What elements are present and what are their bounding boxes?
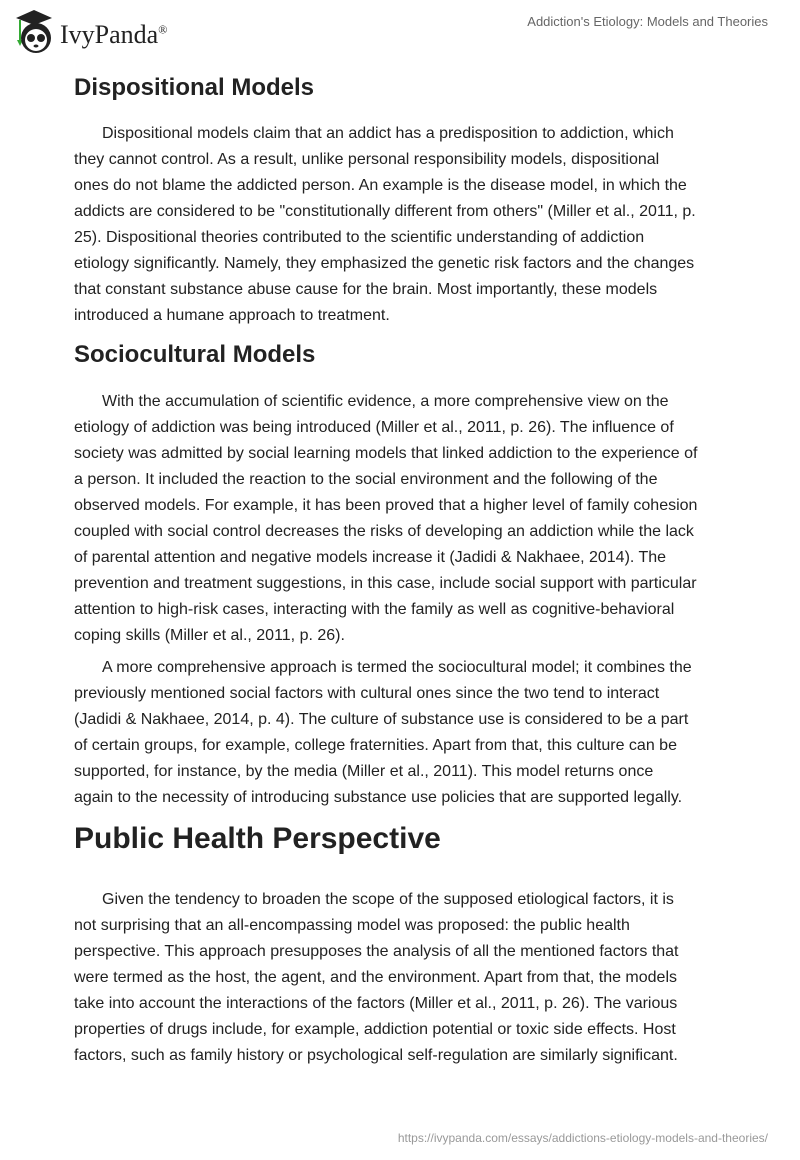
logo[interactable] [12, 8, 167, 56]
text-line: A more comprehensive approach is termed the sociocultural model; it combines the [102, 659, 692, 676]
text-line: previously mentioned social factors with cultural ones since the two tend to interact [74, 685, 660, 702]
section-heading: Dispositional Models [74, 74, 315, 101]
text-line: not surprising that an all-encompassing model was proposed: the public health [74, 917, 630, 934]
text-line: supported, for instance, by the media (Miller et al., 2011). This model returns once [74, 763, 654, 780]
text-line: society was admitted by social learning models that linked addiction to the experience of [74, 445, 698, 462]
paragraph [74, 887, 679, 1069]
panda-logo-icon [12, 8, 56, 56]
text-line: again to the necessity of introducing substance use policies that are supported legally. [74, 789, 683, 806]
text-line: attention to high-risk cases, interacting with the family as well as cognitive-behavioral [74, 601, 675, 618]
text-line: Given the tendency to broaden the scope of the supposed etiological factors, it is [102, 891, 674, 908]
text-line: a person. It included the reaction to the social environment and the following of the [74, 471, 658, 488]
text-line: coping skills (Miller et al., 2011, p. 26). [74, 627, 345, 644]
text-line: of certain groups, for example, college fraternities. Apart from that, this culture can be [74, 737, 677, 754]
text-line: addicts are considered to be "constitutionally different from others" (Miller et al., 2011, p. [74, 203, 696, 220]
paragraph [74, 389, 697, 649]
text-line: etiology of addiction was being introduced (Miller et al., 2011, p. 26). The influence of [74, 419, 674, 436]
text-line: ones do not blame the addicted person. An example is the disease model, in which the [74, 177, 687, 194]
text-line: With the accumulation of scientific evidence, a more comprehensive view on the [102, 393, 669, 410]
text-line: perspective. This approach presupposes the analysis of all the mentioned factors that [74, 943, 679, 960]
document-title: Addiction's Etiology: Models and Theories [527, 14, 768, 29]
text-line: introduced a humane approach to treatment. [74, 307, 390, 324]
text-line: factors, such as family history or psychological self-regulation are similarly significant. [74, 1047, 678, 1064]
text-line: were termed as the host, the agent, and the environment. Apart from that, the models [74, 969, 678, 986]
text-line: that constant substance abuse cause for the brain. Most importantly, these models [74, 281, 658, 298]
section-heading: Public Health Perspective [74, 822, 441, 855]
text-line: (Jadidi & Nakhaee, 2014, p. 4). The culture of substance use is considered to be a part [74, 711, 689, 728]
paragraph [74, 655, 692, 811]
text-line: 25). Dispositional theories contributed to the scientific understanding of addiction [74, 229, 645, 246]
text-line: prevention and treatment suggestions, in this case, include social support with particular [74, 575, 697, 592]
text-line: observed models. For example, it has been proved that a higher level of family cohesion [74, 497, 698, 514]
text-line: Dispositional models claim that an addict has a predisposition to addiction, which [102, 125, 674, 142]
source-url[interactable]: https://ivypanda.com/essays/addictions-etiology-models-and-theories/ [397, 1131, 768, 1145]
text-line: of parental attention and negative models increase it (Jadidi & Nakhaee, 2014). The [74, 549, 667, 566]
section-heading: Sociocultural Models [74, 341, 316, 368]
text-line: take into account the interactions of the factors (Miller et al., 2011, p. 26). The various [74, 995, 678, 1012]
text-line: coupled with social control decreases the risks of developing an addiction while the lack [74, 523, 694, 540]
logo-text: IvyPanda® [60, 20, 168, 49]
paragraph [74, 121, 696, 329]
text-line: properties of drugs include, for example, addiction potential or toxic side effects. Host [74, 1021, 676, 1038]
text-line: they cannot control. As a result, unlike personal responsibility models, dispositional [74, 151, 660, 168]
text-line: etiology significantly. Namely, they emphasized the genetic risk factors and the changes [74, 255, 695, 272]
